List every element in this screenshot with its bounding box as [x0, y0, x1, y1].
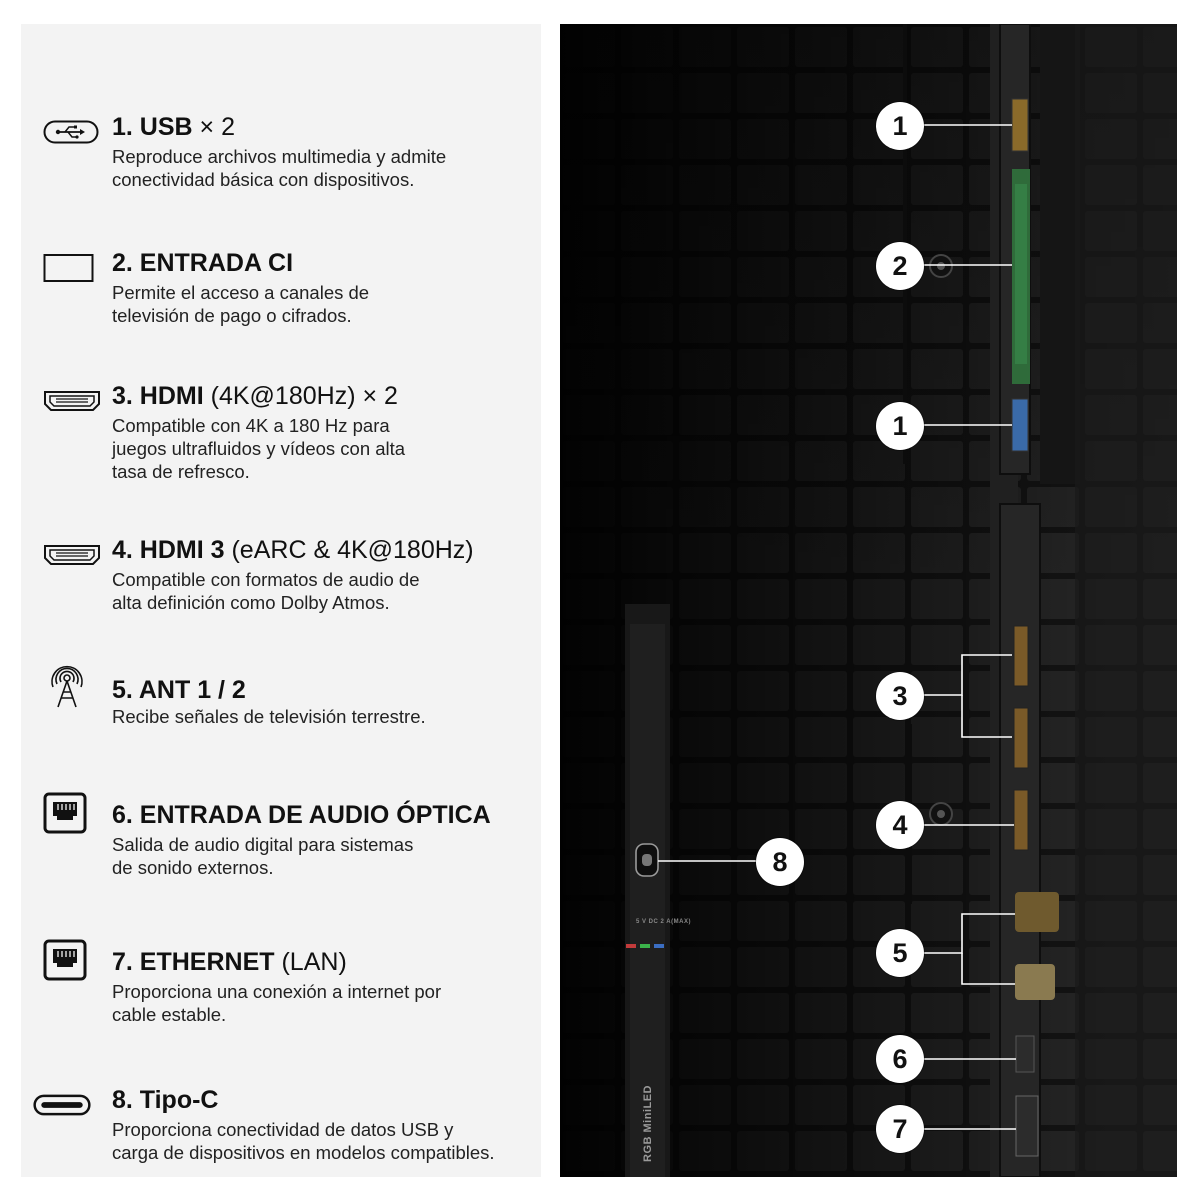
feature-description: Reproduce archivos multimedia y admite conectividad básica con dispositivos.	[112, 146, 447, 190]
ethernet-icon	[43, 939, 101, 983]
feature-title: 7. ETHERNET (LAN)	[112, 948, 347, 976]
callout-hdmi: 3	[876, 672, 924, 720]
feature-title: 4. HDMI 3 (eARC & 4K@180Hz)	[112, 536, 474, 564]
feature-title: 1. USB × 2	[112, 113, 235, 141]
usb-icon	[43, 112, 101, 152]
callout-usb-c: 8	[756, 838, 804, 886]
usb-c-icon	[33, 1085, 91, 1125]
feature-title: 8. Tipo-C	[112, 1086, 219, 1114]
callout-ethernet: 7	[876, 1105, 924, 1153]
feature-description: Salida de audio digital para sistemas de sonido externos.	[112, 834, 414, 878]
callout-hdmi-earc: 4	[876, 801, 924, 849]
feature-title: 6. ENTRADA DE AUDIO ÓPTICA	[112, 801, 491, 829]
tv-ports-photo	[560, 24, 1177, 1177]
brand-label: RGB MiniLED	[642, 1085, 654, 1162]
feature-description: Proporciona conectividad de datos USB y carga de dispositivos en modelos compatibles.	[112, 1119, 495, 1163]
feature-description: Compatible con 4K a 180 Hz para juegos ultrafluidos y vídeos con alta tasa de refresco.	[112, 415, 406, 482]
hdmi-icon	[43, 535, 101, 575]
ci-slot-icon	[43, 248, 101, 288]
callout-antenna: 5	[876, 929, 924, 977]
callout-optical-audio: 6	[876, 1035, 924, 1083]
optical-audio-icon	[43, 792, 101, 836]
feature-description: Compatible con formatos de audio de alta definición como Dolby Atmos.	[112, 569, 420, 613]
features-panel	[21, 24, 541, 1177]
feature-title: 5. ANT 1 / 2	[112, 676, 246, 704]
tv-back-illustration	[560, 24, 1177, 1177]
callout-usb: 1	[876, 102, 924, 150]
hdmi-icon	[43, 381, 101, 421]
feature-title: 2. ENTRADA CI	[112, 249, 294, 277]
antenna-icon	[43, 661, 101, 711]
feature-description: Recibe señales de televisión terrestre.	[112, 706, 426, 727]
feature-description: Proporciona una conexión a internet por cable estable.	[112, 981, 442, 1025]
callout-ci: 2	[876, 242, 924, 290]
feature-title: 3. HDMI (4K@180Hz) × 2	[112, 382, 398, 410]
power-rating-label: 5 V DC 2 A(MAX)	[636, 919, 691, 925]
feature-description: Permite el acceso a canales de televisión de pago o cifrados.	[112, 282, 370, 326]
callout-usb: 1	[876, 402, 924, 450]
